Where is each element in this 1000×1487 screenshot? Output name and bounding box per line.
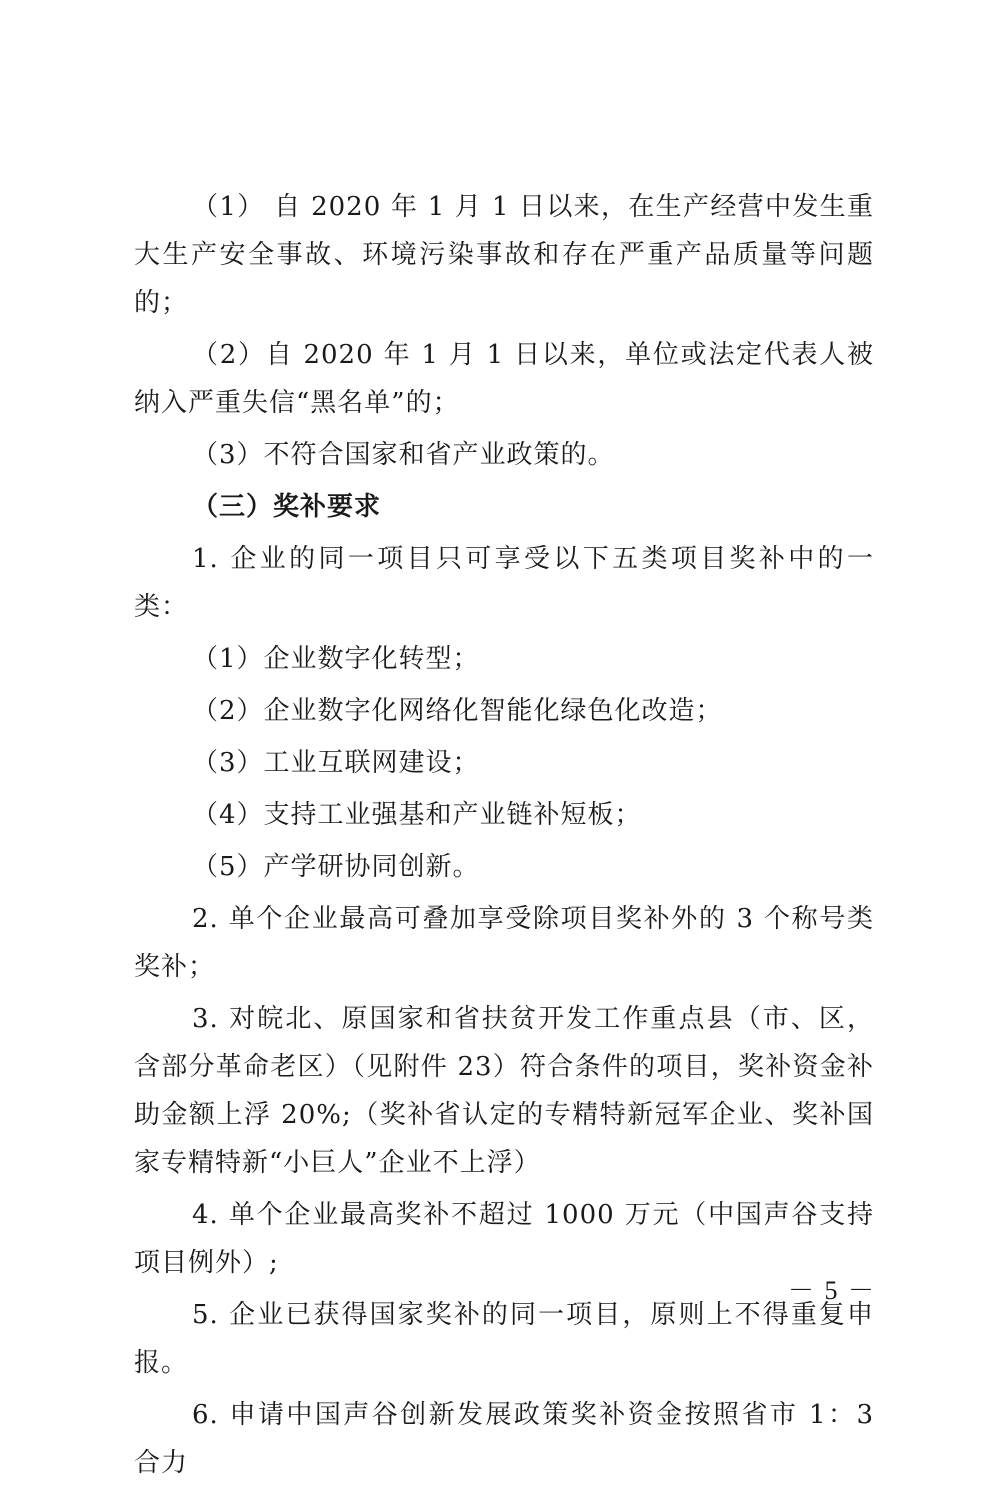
list-item-1: （1）企业数字化转型；: [192, 644, 480, 674]
paragraph-1: （1） 自 2020 年 1 月 1 日以来，在生产经营中发生重大生产安全事故、环境污染事故和存在严重产品质量等问题的；: [134, 192, 874, 318]
paragraph-2: （2）自 2020 年 1 月 1 日以来，单位或法定代表人被纳入严重失信“黑名单”的；: [134, 340, 874, 418]
page-number: － 5 －: [787, 1276, 876, 1305]
section-heading: （三）奖补要求: [192, 492, 382, 522]
list-item-3: （3）工业互联网建设；: [192, 748, 480, 778]
paragraph-6: 3. 对皖北、原国家和省扶贫开发工作重点县（市、区，含部分革命老区）（见附件 23）符合条件的项目，奖补资金补助金额上浮 20%;（奖补省认定的专精特新冠军企业、奖补国家专精特新“小巨人”企业不上浮）: [134, 1004, 874, 1178]
paragraph-9: 6. 申请中国声谷创新发展政策奖补资金按照省市 1：3 合力: [134, 1400, 874, 1478]
paragraph-7: 4. 单个企业最高奖补不超过 1000 万元（中国声谷支持项目例外）;: [134, 1200, 874, 1278]
list-item-2: （2）企业数字化网络化智能化绿色化改造；: [192, 696, 723, 726]
list-item-5: （5）产学研协同创新。: [192, 852, 480, 882]
paragraph-5: 2. 单个企业最高可叠加享受除项目奖补外的 3 个称号类奖补；: [134, 904, 874, 982]
paragraph-8: 5. 企业已获得国家奖补的同一项目，原则上不得重复申报。: [134, 1300, 874, 1378]
paragraph-4: 1. 企业的同一项目只可享受以下五类项目奖补中的一类：: [134, 544, 874, 622]
list-item-4: （4）支持工业强基和产业链补短板；: [192, 800, 642, 830]
paragraph-3: （3）不符合国家和省产业政策的。: [192, 440, 615, 470]
